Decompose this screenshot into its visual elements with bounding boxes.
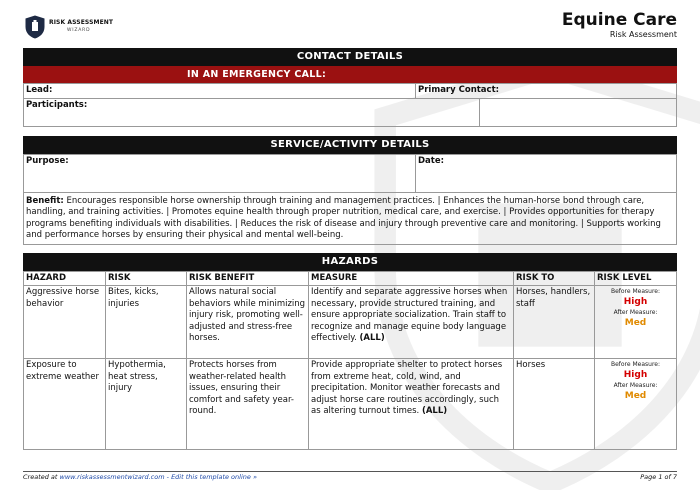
contact-section-title: CONTACT DETAILS xyxy=(23,48,677,66)
lead-label: Lead: xyxy=(26,85,53,95)
measure-text: Provide appropriate shelter to protect horses from extreme heat, cold, wind, and precipitation. Monitor weather forecasts and adjust horse care routines accordingly, such as altering turnout times. xyxy=(311,360,503,416)
table-row xyxy=(24,359,677,450)
risk-level-cell xyxy=(595,359,677,450)
benefit-block xyxy=(23,193,677,245)
service-section-title: SERVICE/ACTIVITY DETAILS xyxy=(23,136,677,154)
risk-to-cell: Horses xyxy=(514,359,595,450)
hazards-header-row xyxy=(24,271,677,286)
benefit-cell: Protects horses from weather-related health issues, ensuring their comfort and safety year-round. xyxy=(187,359,309,450)
risk-cell: Hypothermia, heat stress, injury xyxy=(106,359,187,450)
participants-label: Participants: xyxy=(26,99,88,110)
purpose-label: Purpose: xyxy=(26,155,69,166)
measure-text: Identify and separate aggressive horses when necessary, provide structured training, and ensure appropriate socialization. Train staff to recognize and manage equine body language effectively. xyxy=(311,287,508,343)
column-header: RISK LEVEL xyxy=(595,271,677,286)
before-level: High xyxy=(623,370,648,380)
purpose-field[interactable] xyxy=(24,154,416,192)
document-subtitle: Risk Assessment xyxy=(609,30,677,39)
shield-logo-icon xyxy=(25,15,45,39)
date-label: Date: xyxy=(418,155,445,166)
column-header: HAZARD xyxy=(24,271,106,286)
service-table xyxy=(23,154,677,193)
table-row xyxy=(24,286,677,359)
risk-level-cell xyxy=(595,286,677,359)
date-field[interactable] xyxy=(416,154,677,192)
primary-contact-label: Primary Contact: xyxy=(418,85,500,95)
participants-extra-field[interactable] xyxy=(480,98,677,126)
after-level: Med xyxy=(624,318,647,328)
column-header: RISK BENEFIT xyxy=(187,271,309,286)
site-link[interactable]: www.riskassessmentwizard.com xyxy=(59,473,165,481)
measure-tag: (ALL) xyxy=(359,333,385,343)
lead-field[interactable] xyxy=(24,84,416,99)
logo-line1: RISK ASSESSMENT xyxy=(49,19,114,26)
benefit-text: Encourages responsible horse ownership through training and management practices. | Enhances the human-horse bond through care, handling, and training activities. | Promotes equine health through proper nutrition, medical care, and exercise. | Provides opportunities for therapy programs benefiting individuals with disabilities. | Reduces the risk of disease and injury through preventive care and monitoring. | Supports working and performance horses by ensuring their physical and mental well-being. xyxy=(26,195,661,240)
brand-logo xyxy=(25,15,113,39)
before-measure-label: Before Measure: xyxy=(610,361,661,368)
page-header xyxy=(23,0,677,48)
logo-line2: WIZARD xyxy=(67,28,91,33)
column-header: MEASURE xyxy=(309,271,514,286)
hazard-cell: Exposure to extreme weather xyxy=(24,359,106,450)
measure-tag: (ALL) xyxy=(421,406,448,416)
risk-cell: Bites, kicks, injuries xyxy=(106,286,187,359)
measure-cell xyxy=(309,286,514,359)
after-measure-label: After Measure: xyxy=(613,382,658,389)
hazard-cell: Aggressive horse behavior xyxy=(24,286,106,359)
page-number: Page 1 of 7 xyxy=(640,473,677,481)
column-header: RISK xyxy=(106,271,187,286)
benefit-cell: Allows natural social behaviors while minimizing injury risk, promoting well-adjusted and stress-free horses. xyxy=(187,286,309,359)
measure-cell xyxy=(309,359,514,450)
after-measure-label: After Measure: xyxy=(613,309,658,316)
hazards-section-title: HAZARDS xyxy=(23,253,677,271)
risk-to-cell: Horses, handlers, staff xyxy=(514,286,595,359)
page-footer xyxy=(23,471,677,481)
benefit-label: Benefit: xyxy=(26,195,64,206)
contact-table xyxy=(23,83,677,127)
edit-template-link[interactable]: - Edit this template online » xyxy=(166,473,257,481)
document-title: Equine Care xyxy=(561,10,677,30)
hazards-table xyxy=(23,271,677,451)
emergency-call-bar: IN AN EMERGENCY CALL: xyxy=(23,66,677,83)
after-level: Med xyxy=(624,391,647,401)
before-measure-label: Before Measure: xyxy=(610,288,661,295)
column-header: RISK TO xyxy=(514,271,595,286)
before-level: High xyxy=(623,297,648,307)
participants-field[interactable] xyxy=(24,98,480,126)
primary-contact-field[interactable] xyxy=(416,84,677,99)
created-prefix: Created at xyxy=(23,473,58,481)
